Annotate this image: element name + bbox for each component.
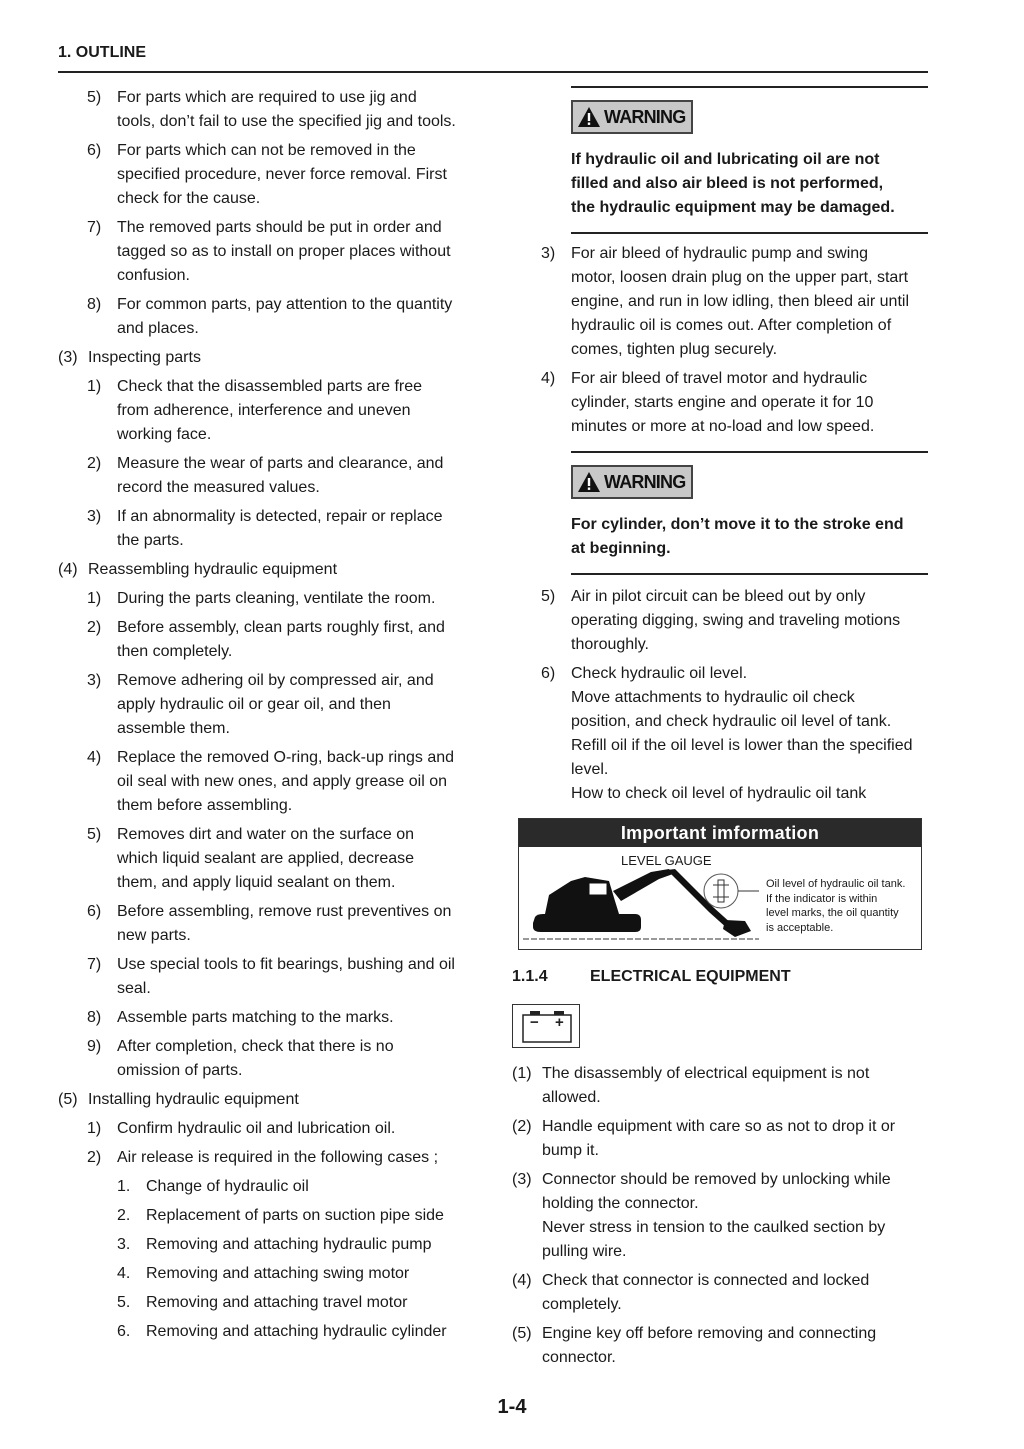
list-item-line: bump it. (542, 1142, 599, 1159)
section-heading (512, 968, 928, 986)
list-item (58, 616, 478, 664)
list-item-text (88, 558, 478, 582)
list-item (58, 1233, 478, 1257)
list-item-line: level. (571, 761, 609, 778)
list-item-line: Before assembling, remove rust preventives on (117, 903, 452, 920)
list-item-text (542, 1062, 928, 1110)
list-item-line: engine, and run in low idling, then bleed air until (571, 293, 910, 310)
list-item-number: 1) (87, 590, 102, 607)
list-item-text (88, 346, 478, 370)
important-information-box (518, 818, 922, 950)
list-item-line: Change of hydraulic oil (146, 1178, 309, 1195)
list-item-line: connector. (542, 1349, 616, 1366)
list-item-line: Measure the wear of parts and clearance, and (117, 455, 444, 472)
list-item-number: 3) (541, 245, 556, 262)
list-item (58, 746, 478, 818)
list-item-number: 9) (87, 1038, 102, 1055)
list-item-line: Use special tools to fit bearings, bushing and oil (117, 956, 455, 973)
list-item-line: Connector should be removed by unlocking while (542, 1171, 891, 1188)
list-item-line: confusion. (117, 267, 190, 284)
warning-line: For cylinder, don’t move it to the stroke end (571, 516, 904, 533)
list-item (512, 1062, 928, 1110)
list-item-number: 5) (87, 826, 102, 843)
list-item-line: Removing and attaching hydraulic cylinder (146, 1323, 447, 1340)
list-item-line: Engine key off before removing and connecting (542, 1325, 877, 1342)
list-item-line: For common parts, pay attention to the quantity (117, 296, 453, 313)
list-item-number: 8) (87, 1009, 102, 1026)
info-description-line: Oil level of hydraulic oil tank. (766, 878, 906, 890)
list-item-line: holding the connector. (542, 1195, 699, 1212)
list-item-line: The disassembly of electrical equipment is not (542, 1065, 870, 1082)
list-item-text (146, 1175, 478, 1199)
list-item (58, 505, 478, 553)
list-item-text (117, 587, 478, 611)
list-item-text (542, 1322, 928, 1370)
info-description-line: is acceptable. (766, 921, 834, 934)
list-item (58, 293, 478, 341)
list-item-line: Handle equipment with care so as not to drop it or (542, 1118, 896, 1135)
list-item-text (117, 505, 478, 553)
list-item-line: position, and check hydraulic oil level of tank. (571, 713, 892, 730)
warning-text (571, 513, 928, 561)
list-item-number: 4. (117, 1265, 131, 1282)
list-item-line: Check hydraulic oil level. (571, 665, 748, 682)
list-item-line: Removing and attaching travel motor (146, 1294, 408, 1311)
list-item-line: Confirm hydraulic oil and lubrication oil. (117, 1120, 396, 1137)
battery-minus-symbol: − (530, 1014, 539, 1031)
list-item-number: 3) (87, 672, 102, 689)
list-item (512, 242, 928, 362)
list-item-number: 6) (87, 142, 102, 159)
list-item-text (117, 1035, 478, 1083)
list-item-number: (3) (58, 349, 78, 366)
list-item-line: specified procedure, never force removal. First (117, 166, 447, 183)
list-item-text (571, 367, 928, 439)
list-item-number: (5) (512, 1325, 532, 1342)
list-item-line: For air bleed of travel motor and hydraulic (571, 370, 868, 387)
list-item-line: thoroughly. (571, 636, 649, 653)
list-item-line: After completion, check that there is no (117, 1038, 394, 1055)
list-item (512, 367, 928, 439)
list-item-line: Move attachments to hydraulic oil check (571, 689, 855, 706)
warning-badge (571, 465, 693, 499)
level-gauge-label: LEVEL GAUGE (621, 853, 712, 868)
list-item-number: 2) (87, 1149, 102, 1166)
list-item-number: 6) (87, 903, 102, 920)
list-item-line: cylinder, starts engine and operate it for 10 (571, 394, 874, 411)
list-item-line: minutes or more at no-load and low speed. (571, 418, 875, 435)
list-item-line: operating digging, swing and traveling motions (571, 612, 901, 629)
list-item (58, 1320, 478, 1344)
list-item (58, 1175, 478, 1199)
list-item-line: Check that the disassembled parts are free (117, 378, 423, 395)
list-item-text (117, 1006, 478, 1030)
list-item-line: from adherence, interference and uneven (117, 402, 411, 419)
list-item-number: 8) (87, 296, 102, 313)
list-item-line: tagged so as to install on proper places without (117, 243, 451, 260)
list-item-text (542, 1115, 928, 1163)
list-item-number: 2) (87, 619, 102, 636)
list-item-text (117, 1146, 478, 1170)
warning-line: If hydraulic oil and lubricating oil are not (571, 151, 880, 168)
list-item-line: seal. (117, 980, 151, 997)
list-item-text (117, 86, 478, 134)
warning-label: WARNING (604, 471, 686, 492)
list-item-text (571, 242, 928, 362)
list-item (58, 1117, 478, 1141)
list-item-line: If an abnormality is detected, repair or replace (117, 508, 443, 525)
list-item (512, 1115, 928, 1163)
warning-label: WARNING (604, 106, 686, 127)
list-item (58, 452, 478, 500)
list-item (512, 1168, 928, 1264)
list-item-line: Replace the removed O-ring, back-up rings and (117, 749, 455, 766)
list-item-text (571, 662, 928, 806)
list-item (58, 558, 478, 582)
list-item-text (117, 616, 478, 664)
list-item (58, 1204, 478, 1228)
list-item-line: Reassembling hydraulic equipment (88, 561, 338, 578)
list-item-line: Air in pilot circuit can be bleed out by only (571, 588, 866, 605)
list-item-text (542, 1168, 928, 1264)
list-item-number: (5) (58, 1091, 78, 1108)
battery-plus-symbol: + (555, 1014, 564, 1031)
list-item-line: allowed. (542, 1089, 601, 1106)
list-item-line: For parts which can not be removed in the (117, 142, 416, 159)
list-item-line: Inspecting parts (88, 349, 201, 366)
page-number: 1-4 (497, 1396, 527, 1418)
list-item-number: 1) (87, 1120, 102, 1137)
list-item-line: motor, loosen drain plug on the upper part, start (571, 269, 909, 286)
list-item (58, 1291, 478, 1315)
warning-line: the hydraulic equipment may be damaged. (571, 199, 895, 216)
list-item-number: (2) (512, 1118, 532, 1135)
list-item-line: apply hydraulic oil or gear oil, and then (117, 696, 391, 713)
list-item-text (117, 823, 478, 895)
list-item-text (542, 1269, 928, 1317)
list-item-text (146, 1204, 478, 1228)
list-item-number: (3) (512, 1171, 532, 1188)
list-item-line: tools, don’t fail to use the specified jig and tools. (117, 113, 456, 130)
list-item (512, 585, 928, 657)
list-item-line: The removed parts should be put in order and (117, 219, 442, 236)
list-item-line: and places. (117, 320, 199, 337)
list-item-text (117, 452, 478, 500)
list-item-line: Removing and attaching hydraulic pump (146, 1236, 432, 1253)
list-item-text (117, 216, 478, 288)
warning-triangle-icon (577, 471, 601, 493)
list-item-text (571, 585, 928, 657)
info-description (766, 877, 926, 935)
left-column (58, 86, 478, 1349)
list-item (58, 587, 478, 611)
section-title: ELECTRICAL EQUIPMENT (590, 968, 791, 985)
list-item-line: Installing hydraulic equipment (88, 1091, 299, 1108)
list-item-number: 3. (117, 1236, 131, 1253)
list-item-line: Never stress in tension to the caulked section by (542, 1219, 886, 1236)
list-item-line: them before assembling. (117, 797, 293, 814)
list-item-number: (4) (58, 561, 78, 578)
list-item-line: check for the cause. (117, 190, 261, 207)
list-item-text (117, 669, 478, 741)
header-rule (58, 71, 928, 73)
list-item (512, 662, 928, 806)
list-item-line: new parts. (117, 927, 191, 944)
list-item (58, 900, 478, 948)
list-item-line: oil seal with new ones, and apply grease oil on (117, 773, 447, 790)
list-item-line: For parts which are required to use jig and (117, 89, 417, 106)
list-item-number: 4) (541, 370, 556, 387)
list-item (58, 1006, 478, 1030)
list-item-number: (1) (512, 1065, 532, 1082)
list-item-number: 7) (87, 219, 102, 236)
list-item-line: record the measured values. (117, 479, 320, 496)
list-item-line: pulling wire. (542, 1243, 627, 1260)
warning-text (571, 148, 928, 220)
info-box-title: Important imformation (519, 819, 921, 847)
list-item-line: For air bleed of hydraulic pump and swing (571, 245, 869, 262)
list-item-text (117, 375, 478, 447)
list-item-line: working face. (117, 426, 212, 443)
list-item-line: completely. (542, 1296, 622, 1313)
list-item (512, 1322, 928, 1370)
list-item-number: 2. (117, 1207, 131, 1224)
list-item-text (117, 139, 478, 211)
list-item-line: Remove adhering oil by compressed air, and (117, 672, 434, 689)
list-item (58, 1146, 478, 1170)
list-item-number: 6. (117, 1323, 131, 1340)
list-item-line: Replacement of parts on suction pipe side (146, 1207, 444, 1224)
list-item-line: which liquid sealant are applied, decrease (117, 850, 415, 867)
list-item (58, 346, 478, 370)
list-item (58, 953, 478, 1001)
list-item-line: hydraulic oil is comes out. After completion of (571, 317, 892, 334)
list-item-text (117, 293, 478, 341)
list-item (58, 139, 478, 211)
battery-icon (513, 1005, 579, 1047)
warning-box-hydraulic (571, 86, 928, 234)
warning-triangle-icon (577, 106, 601, 128)
list-item (58, 216, 478, 288)
section-number: 1.1.4 (512, 968, 548, 985)
list-item-line: Check that connector is connected and locked (542, 1272, 870, 1289)
list-item-line: How to check oil level of hydraulic oil tank (571, 785, 867, 802)
list-item-line: Air release is required in the following cases ; (117, 1149, 439, 1166)
info-description-line: level marks, the oil quantity (766, 907, 899, 919)
list-item-text (146, 1233, 478, 1257)
info-description-line: If the indicator is within (766, 892, 878, 905)
list-item (58, 1035, 478, 1083)
list-item-line: assemble them. (117, 720, 230, 737)
warning-badge (571, 100, 693, 134)
list-item-line: the parts. (117, 532, 184, 549)
list-item (58, 86, 478, 134)
list-item (512, 1269, 928, 1317)
list-item-number: 5) (541, 588, 556, 605)
list-item-number: 5. (117, 1294, 131, 1311)
list-item-line: Before assembly, clean parts roughly first, and (117, 619, 445, 636)
list-item-line: them, and apply liquid sealant on them. (117, 874, 396, 891)
pilot-circuit-list (512, 585, 928, 806)
list-item-number: 3) (87, 508, 102, 525)
list-item-text (88, 1088, 478, 1112)
page-header: 1. OUTLINE (58, 44, 147, 61)
list-item-number: 7) (87, 956, 102, 973)
list-item-text (146, 1320, 478, 1344)
electrical-list (512, 1062, 928, 1370)
list-item-text (117, 746, 478, 818)
list-item-text (146, 1262, 478, 1286)
list-item-number: 6) (541, 665, 556, 682)
list-item-number: (4) (512, 1272, 532, 1289)
list-item-number: 2) (87, 455, 102, 472)
battery-icon-box (512, 1004, 580, 1048)
list-item-number: 1. (117, 1178, 131, 1195)
list-item (58, 823, 478, 895)
list-item (58, 669, 478, 741)
excavator-illustration (523, 865, 773, 943)
list-item-line: Refill oil if the oil level is lower than the specified (571, 737, 913, 754)
list-item-text (117, 1117, 478, 1141)
list-item-line: Removes dirt and water on the surface on (117, 826, 415, 843)
list-item-line: Removing and attaching swing motor (146, 1265, 410, 1282)
list-item (58, 375, 478, 447)
warning-line: at beginning. (571, 540, 671, 557)
list-item-text (117, 953, 478, 1001)
warning-box-cylinder (571, 451, 928, 575)
list-item-number: 1) (87, 378, 102, 395)
warning-line: filled and also air bleed is not performed, (571, 175, 884, 192)
right-column (512, 86, 928, 1375)
list-item-line: omission of parts. (117, 1062, 243, 1079)
list-item-line: then completely. (117, 643, 233, 660)
list-item-text (117, 900, 478, 948)
air-bleed-list (512, 242, 928, 439)
list-item (58, 1088, 478, 1112)
list-item-number: 4) (87, 749, 102, 766)
list-item-line: Assemble parts matching to the marks. (117, 1009, 394, 1026)
list-item-number: 5) (87, 89, 102, 106)
list-item-line: During the parts cleaning, ventilate the room. (117, 590, 436, 607)
list-item-text (146, 1291, 478, 1315)
list-item (58, 1262, 478, 1286)
list-item-line: comes, tighten plug securely. (571, 341, 778, 358)
